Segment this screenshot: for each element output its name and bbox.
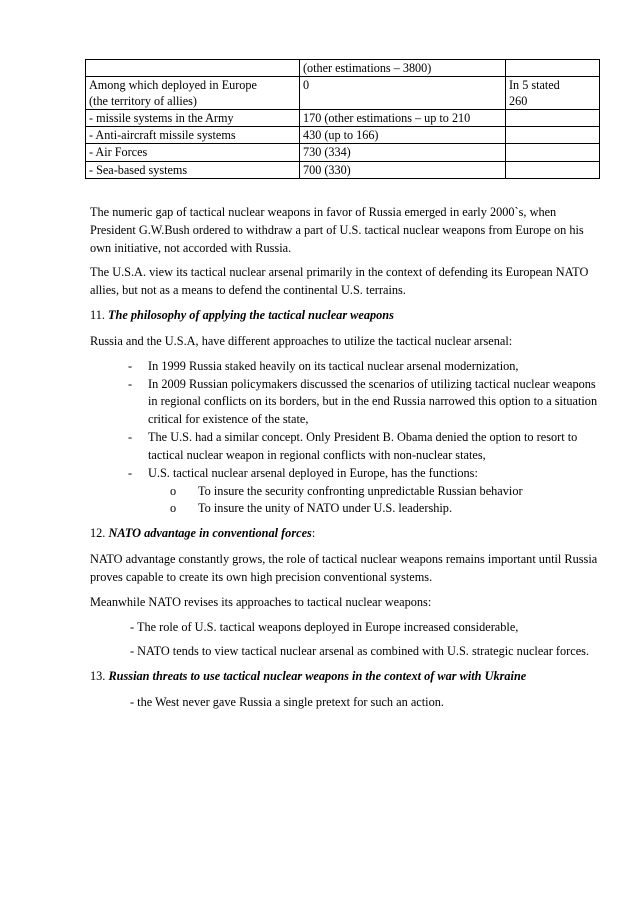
section-title: Russian threats to use tactical nuclear weapons in the context of war with Ukraine bbox=[108, 669, 527, 684]
paragraph: Meanwhile NATO revises its approaches to tactical nuclear weapons: bbox=[90, 594, 432, 609]
dash-bullet: - bbox=[128, 358, 133, 373]
table-cell: 700 (330) bbox=[300, 161, 506, 178]
table-cell bbox=[86, 77, 300, 110]
table-cell: (other estimations – 3800) bbox=[300, 60, 506, 77]
cell-line: Among which deployed in Europe bbox=[89, 78, 257, 93]
paragraph: The U.S.A. view its tactical nuclear arsenal primarily in the context of defending its European NATO allies, but not as a means to defend the continental U.S. terrains. bbox=[90, 265, 589, 298]
indented-item: - NATO tends to view tactical nuclear arsenal as combined with U.S. strategic nuclear forces. bbox=[130, 644, 590, 659]
dash-bullet: - bbox=[128, 465, 133, 480]
list-item-text: U.S. tactical nuclear arsenal deployed in Europe, has the functions: bbox=[148, 465, 478, 480]
section-number: 11. bbox=[90, 308, 108, 323]
table-row bbox=[86, 144, 600, 161]
section-number: 13. bbox=[90, 669, 109, 684]
table-row bbox=[86, 127, 600, 144]
section-title: NATO advantage in conventional forces bbox=[108, 526, 312, 541]
indented-item: - the West never gave Russia a single pretext for such an action. bbox=[130, 695, 444, 710]
list-item-text: To insure the security confronting unpredictable Russian behavior bbox=[198, 483, 523, 498]
table-cell: 730 (334) bbox=[300, 144, 506, 161]
list-item bbox=[90, 376, 600, 429]
section-heading-11 bbox=[90, 307, 600, 325]
table-cell: - Anti-aircraft missile systems bbox=[86, 127, 300, 144]
cell-line: 260 bbox=[509, 94, 528, 109]
table-cell bbox=[506, 110, 600, 127]
dash-bullet: - bbox=[128, 430, 133, 445]
table-cell: 0 bbox=[300, 77, 506, 110]
table-row bbox=[86, 60, 600, 77]
sub-bullet-list bbox=[148, 483, 600, 519]
list-item bbox=[90, 358, 600, 376]
cell-line: (the territory of allies) bbox=[89, 94, 197, 109]
table-cell bbox=[506, 77, 600, 110]
table-cell: - missile systems in the Army bbox=[86, 110, 300, 127]
table-cell: - Air Forces bbox=[86, 144, 300, 161]
table-cell bbox=[506, 144, 600, 161]
table-cell bbox=[86, 60, 300, 77]
paragraph: Russia and the U.S.A, have different approaches to utilize the tactical nuclear arsenal: bbox=[90, 333, 513, 348]
table-row bbox=[86, 161, 600, 178]
paragraph: The numeric gap of tactical nuclear weapons in favor of Russia emerged in early 2000`s, when President G.W.Bush ordered to withdraw a part of U.S. tactical nuclear weapons from Europe on his own initiative, not accorded with Russia. bbox=[90, 205, 584, 255]
weapons-table bbox=[85, 59, 600, 179]
list-item-text: In 1999 Russia staked heavily on its tactical nuclear arsenal modernization, bbox=[148, 358, 519, 373]
section-title: The philosophy of applying the tactical nuclear weapons bbox=[108, 308, 394, 323]
sub-list-item bbox=[148, 483, 600, 501]
table-cell: 170 (other estimations – up to 210 bbox=[300, 110, 506, 127]
table-cell bbox=[506, 161, 600, 178]
cell-line: In 5 stated bbox=[509, 78, 560, 93]
list-item-text: In 2009 Russian policymakers discussed the scenarios of utilizing tactical nuclear weapons in regional conflicts on its borders, but in the end Russia narrowed this option to a situation critical for existence of the state, bbox=[148, 376, 598, 427]
section-number: 12. bbox=[90, 526, 109, 541]
circle-bullet: o bbox=[170, 501, 177, 516]
table-cell bbox=[506, 60, 600, 77]
paragraph: NATO advantage constantly grows, the role of tactical nuclear weapons remains important until Russia proves capable to create its own high precision conventional systems. bbox=[90, 552, 598, 584]
dash-bullet: - bbox=[128, 376, 133, 391]
table-row bbox=[86, 77, 600, 110]
list-item-text: The U.S. had a similar concept. Only President B. Obama denied the option to resort to tactical nuclear weapon in regional conflicts with non-nuclear states, bbox=[148, 430, 578, 462]
table-cell bbox=[506, 127, 600, 144]
list-item bbox=[90, 429, 600, 465]
indented-item: - The role of U.S. tactical weapons deployed in Europe increased considerable, bbox=[130, 619, 519, 634]
section-heading-13 bbox=[90, 668, 600, 686]
table-cell: 430 (up to 166) bbox=[300, 127, 506, 144]
table-row bbox=[86, 110, 600, 127]
heading-colon: : bbox=[311, 526, 316, 541]
section-heading-12 bbox=[90, 525, 600, 543]
list-item bbox=[90, 465, 600, 518]
table-cell: - Sea-based systems bbox=[86, 161, 300, 178]
bullet-list bbox=[90, 358, 600, 518]
list-item-text: To insure the unity of NATO under U.S. leadership. bbox=[198, 501, 453, 516]
body-text bbox=[90, 204, 600, 719]
circle-bullet: o bbox=[170, 483, 177, 498]
sub-list-item bbox=[148, 500, 600, 518]
